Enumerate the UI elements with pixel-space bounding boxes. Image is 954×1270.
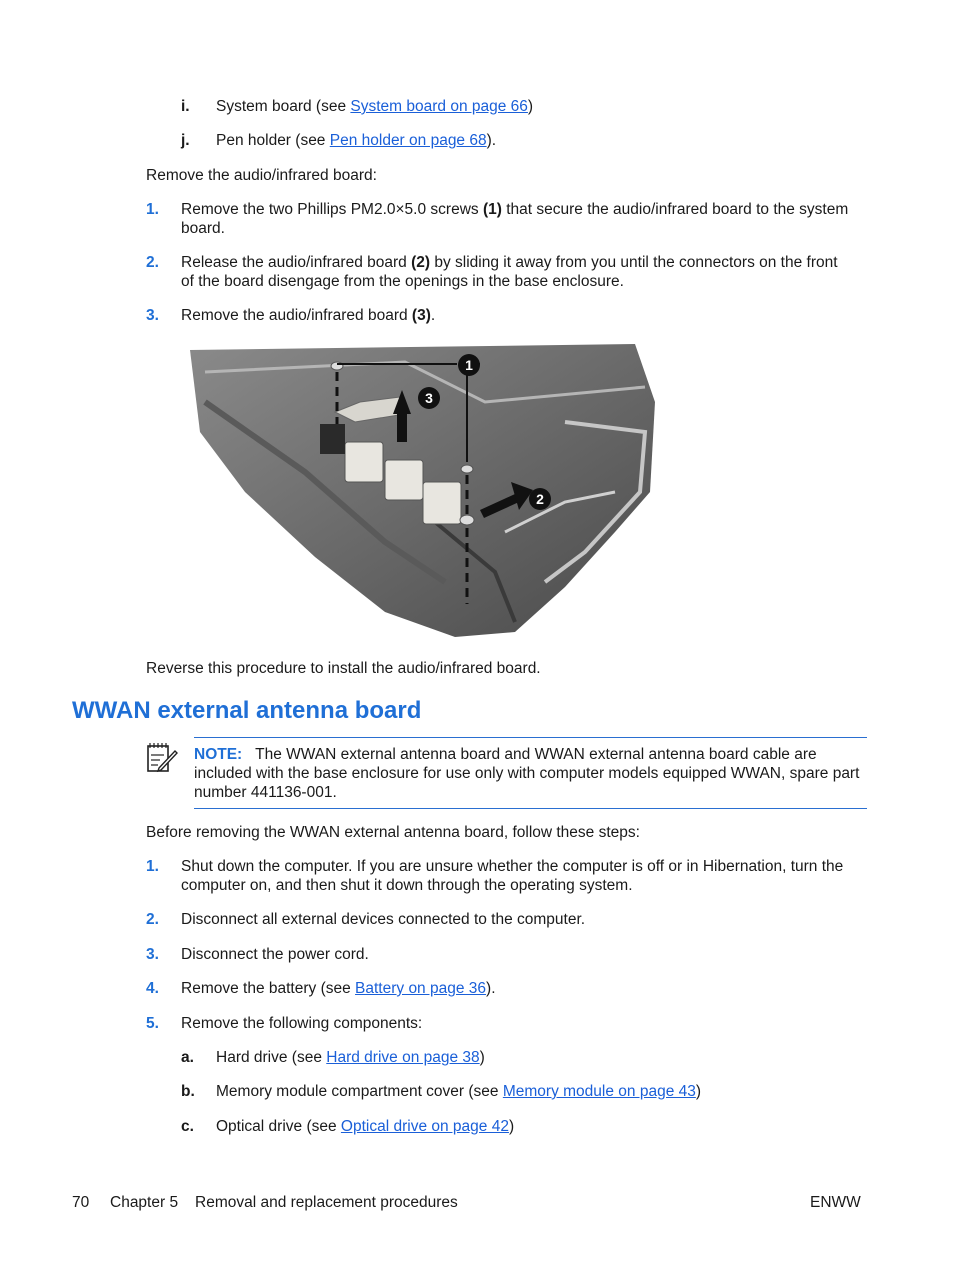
note-line-2: included with the base enclosure for use only with computer models equipped WWAN, spare part bbox=[194, 765, 860, 782]
audio-infrared-board-figure bbox=[185, 342, 660, 642]
note-top-rule bbox=[194, 737, 867, 738]
connector bbox=[345, 442, 383, 482]
substep-text: Hard drive (see Hard drive on page 38) bbox=[216, 1049, 485, 1066]
screw bbox=[460, 515, 474, 525]
callout-3: 3 bbox=[418, 387, 440, 409]
step-text: Disconnect the power cord. bbox=[181, 946, 369, 963]
optical-drive-link[interactable]: Optical drive on page 42 bbox=[340, 1118, 509, 1135]
step-text: Release the audio/infrared board (2) by sliding it away from you until the connectors on the front bbox=[181, 254, 838, 271]
step-text-continued: of the board disengage from the openings in the base enclosure. bbox=[181, 273, 624, 290]
step-number: 5. bbox=[146, 1015, 159, 1032]
step-number: 3. bbox=[146, 307, 159, 324]
step-text-continued: board. bbox=[181, 220, 225, 237]
substep-letter: j. bbox=[181, 132, 190, 149]
footer-locale: ENWW bbox=[810, 1194, 861, 1211]
substep-letter: b. bbox=[181, 1083, 195, 1100]
infrared-lens bbox=[320, 424, 345, 454]
step-number: 1. bbox=[146, 201, 159, 218]
footer-chapter: Chapter 5 bbox=[110, 1194, 179, 1211]
note-pencil-icon bbox=[146, 741, 178, 773]
substep-text: Optical drive (see Optical drive on page 42) bbox=[216, 1118, 515, 1135]
step-text-continued: computer on, and then shut it down through the operating system. bbox=[181, 877, 633, 894]
step-number: 3. bbox=[146, 946, 159, 963]
remove-intro-text: Remove the audio/infrared board: bbox=[146, 167, 377, 184]
step-text: Remove the audio/infrared board (3). bbox=[181, 307, 436, 324]
note-line-1: NOTE: The WWAN external antenna board and WWAN external antenna board cable are bbox=[194, 746, 817, 763]
battery-link[interactable]: Battery on page 36 bbox=[355, 980, 487, 997]
step-text: Remove the battery (see Battery on page 36). bbox=[181, 980, 496, 997]
step-number: 1. bbox=[146, 858, 159, 875]
step-text: Remove the two Phillips PM2.0×5.0 screws (1) that secure the audio/infrared board to the system bbox=[181, 201, 849, 218]
hard-drive-link[interactable]: Hard drive on page 38 bbox=[326, 1049, 480, 1066]
step-text: Disconnect all external devices connected to the computer. bbox=[181, 911, 586, 928]
substep-text: Pen holder (see Pen holder on page 68). bbox=[216, 132, 497, 149]
page-number: 70 bbox=[72, 1194, 90, 1211]
connector bbox=[385, 460, 423, 500]
substep-letter: i. bbox=[181, 98, 190, 115]
reverse-procedure-text: Reverse this procedure to install the audio/infrared board. bbox=[146, 660, 541, 677]
substep-text: System board (see System board on page 66) bbox=[216, 98, 534, 115]
board-illustration bbox=[185, 342, 660, 642]
pen-holder-link[interactable]: Pen holder on page 68 bbox=[329, 132, 487, 149]
step-number: 4. bbox=[146, 980, 159, 997]
note-bottom-rule bbox=[194, 808, 867, 809]
substep-letter: c. bbox=[181, 1118, 194, 1135]
step-number: 2. bbox=[146, 254, 159, 271]
section-title: WWAN external antenna board bbox=[72, 697, 422, 724]
callout-2: 2 bbox=[529, 488, 551, 510]
system-board-link[interactable]: System board on page 66 bbox=[350, 98, 528, 115]
step-number: 2. bbox=[146, 911, 159, 928]
screw bbox=[461, 465, 473, 473]
note-line-3: number 441136-001. bbox=[194, 784, 337, 801]
note-label: NOTE: bbox=[194, 746, 243, 763]
before-steps-text: Before removing the WWAN external antenna board, follow these steps: bbox=[146, 824, 640, 841]
connector bbox=[423, 482, 461, 524]
callout-1: 1 bbox=[458, 354, 480, 376]
substep-text: Memory module compartment cover (see Memory module on page 43) bbox=[216, 1083, 702, 1100]
step-text: Remove the following components: bbox=[181, 1015, 423, 1032]
substep-letter: a. bbox=[181, 1049, 194, 1066]
footer-chapter-title: Removal and replacement procedures bbox=[195, 1194, 458, 1211]
memory-module-link[interactable]: Memory module on page 43 bbox=[502, 1083, 696, 1100]
step-text: Shut down the computer. If you are unsure whether the computer is off or in Hibernation, turn the bbox=[181, 858, 844, 875]
